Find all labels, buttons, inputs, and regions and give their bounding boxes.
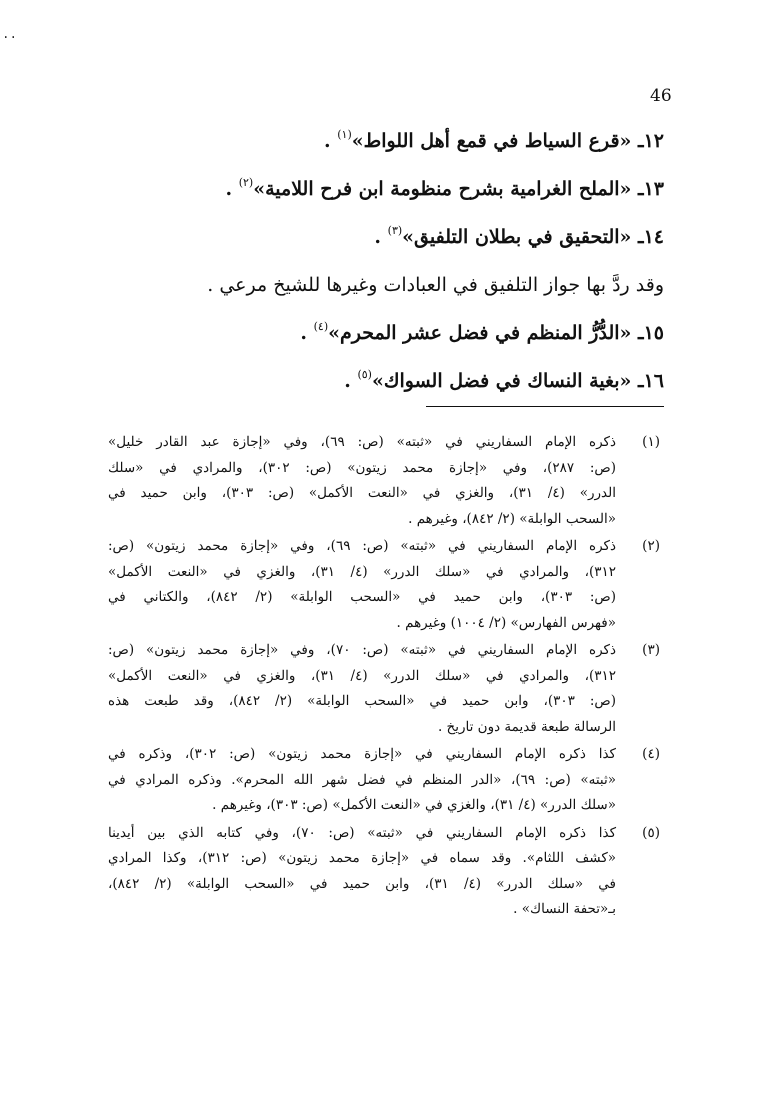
- list-item: [180, 213, 664, 261]
- list-item-text: ١٦ـ «بغية النساك في فضل السواك»: [371, 370, 664, 392]
- footnote-line: الدرر» (٤/ ٣١)، والغزي في «النعت الأكمل» (ص: ٣٠٣)، وابن حميد في: [108, 485, 616, 501]
- list-item-text: ١٥ـ «الدُّرُّ المنظم في فضل عشر المحرم»: [328, 322, 664, 344]
- list-item: [180, 165, 664, 213]
- list-item-tail: .: [324, 130, 338, 152]
- footnote-line: «ثبته» (ص: ٦٩)، «الدر المنظم في فضل شهر الله المحرم». وذكره المرادي في: [108, 771, 616, 788]
- footnote-line: كذا ذكره الإمام السفاريني في «ثبته» (ص: ٧٠)، وفي كتابه الذي بين أيدينا: [108, 824, 617, 841]
- list-item: [180, 309, 664, 357]
- footnote-line: (ص: ٣٠٣)، وابن حميد في «السحب الوابلة» (٢/ ٨٤٢)، والكتاني في: [108, 589, 616, 605]
- footnote-ref[interactable]: (٣): [387, 224, 403, 237]
- footnote-line: ٣١٢)، والمرادي في «سلك الدرر» (٤/ ٣١)، والغزي في «النعت الأكمل»: [108, 563, 616, 580]
- list-item-text: ١٢ـ «قرع السياط في قمع أهل اللواط»: [351, 130, 664, 152]
- footnote: [108, 534, 660, 636]
- list-item: [180, 357, 664, 405]
- footnote-ref[interactable]: (٥): [357, 368, 372, 381]
- footnote: [108, 430, 660, 532]
- corner-mark: ٠٠: [2, 29, 18, 45]
- footnote: [108, 638, 660, 740]
- footnote-line: «كشف اللثام». وقد سماه في «إجازة محمد زيتون» (ص: ٣١٢)، وكذا المرادي: [108, 850, 617, 866]
- footnote-line: ذكره الإمام السفاريني في «ثبته» (ص: ٦٩)، وفي «إجازة محمد زيتون» (ص:: [108, 538, 616, 554]
- footnote-line: (ص: ٣٠٣)، وابن حميد في «السحب الوابلة» (٢/ ٨٤٢)، وقد طبعت هذه: [108, 693, 616, 709]
- footnote-line: «سلك الدرر» (٤/ ٣١)، والغزي في «النعت الأكمل» (ص: ٣٠٣)، وغيرهم .: [212, 797, 616, 813]
- list-item-tail: .: [374, 226, 388, 248]
- footnote-number: (٣): [642, 642, 660, 658]
- footnote-number: (١): [642, 434, 660, 450]
- main-list: [180, 117, 664, 405]
- list-item: [180, 117, 664, 165]
- footnote-line: ذكره الإمام السفاريني في «ثبته» (ص: ٧٠)، وفي «إجازة محمد زيتون» (ص:: [108, 642, 616, 658]
- list-item-text: ١٤ـ «التحقيق في بطلان التلفيق»: [402, 226, 664, 248]
- page-number: 46: [650, 86, 672, 106]
- footnote-line: ذكره الإمام السفاريني في «ثبته» (ص: ٦٩)، وفي «إجازة عبد القادر خليل»: [108, 434, 616, 450]
- footnote-line: (ص: ٢٨٧)، وفي «إجازة محمد زيتون» (ص: ٣٠٢)، والمرادي في «سلك: [108, 459, 616, 476]
- footnote-line: ٣١٢)، والمرادي في «سلك الدرر» (٤/ ٣١)، والغزي في «النعت الأكمل»: [108, 667, 616, 684]
- list-note: [180, 261, 664, 309]
- footnote-ref[interactable]: (١): [337, 128, 352, 141]
- footnote-line: الرسالة طبعة قديمة دون تاريخ .: [437, 718, 616, 735]
- footnote-line: كذا ذكره الإمام السفاريني في «إجازة محمد زيتون» (ص: ٣٠٢)، وذكره في: [108, 746, 616, 762]
- footnote-number: (٤): [642, 746, 660, 762]
- footnote-divider: [426, 406, 664, 407]
- footnote-number: (٢): [642, 538, 660, 554]
- list-item-tail: .: [300, 322, 314, 344]
- footnote-line: «السحب الوابلة» (٢/ ٨٤٢)، وغيرهم .: [408, 510, 616, 527]
- footnote-line: «فهرس الفهارس» (٢/ ١٠٠٤) وغيرهم .: [396, 614, 616, 631]
- list-item-text: ١٣ـ «الملح الغرامية بشرح منظومة ابن فرح اللامية»: [253, 178, 664, 200]
- list-item-tail: .: [225, 178, 239, 200]
- footnote-line: في «سلك الدرر» (٤/ ٣١)، وابن حميد في «السحب الوابلة» (٢/ ٨٤٢)،: [108, 875, 616, 892]
- footnote: [108, 742, 660, 819]
- footnote: [108, 821, 660, 923]
- footnote-ref[interactable]: (٢): [238, 176, 254, 189]
- list-note-text: وقد ردَّ بها جواز التلفيق في العبادات وغيرها للشيخ مرعي .: [207, 274, 664, 296]
- footnotes: [108, 430, 660, 925]
- footnote-ref[interactable]: (٤): [313, 320, 329, 333]
- footnote-number: (٥): [642, 824, 660, 841]
- footnote-line: بـ«تحفة النساك» .: [513, 901, 616, 917]
- list-item-tail: .: [344, 370, 358, 392]
